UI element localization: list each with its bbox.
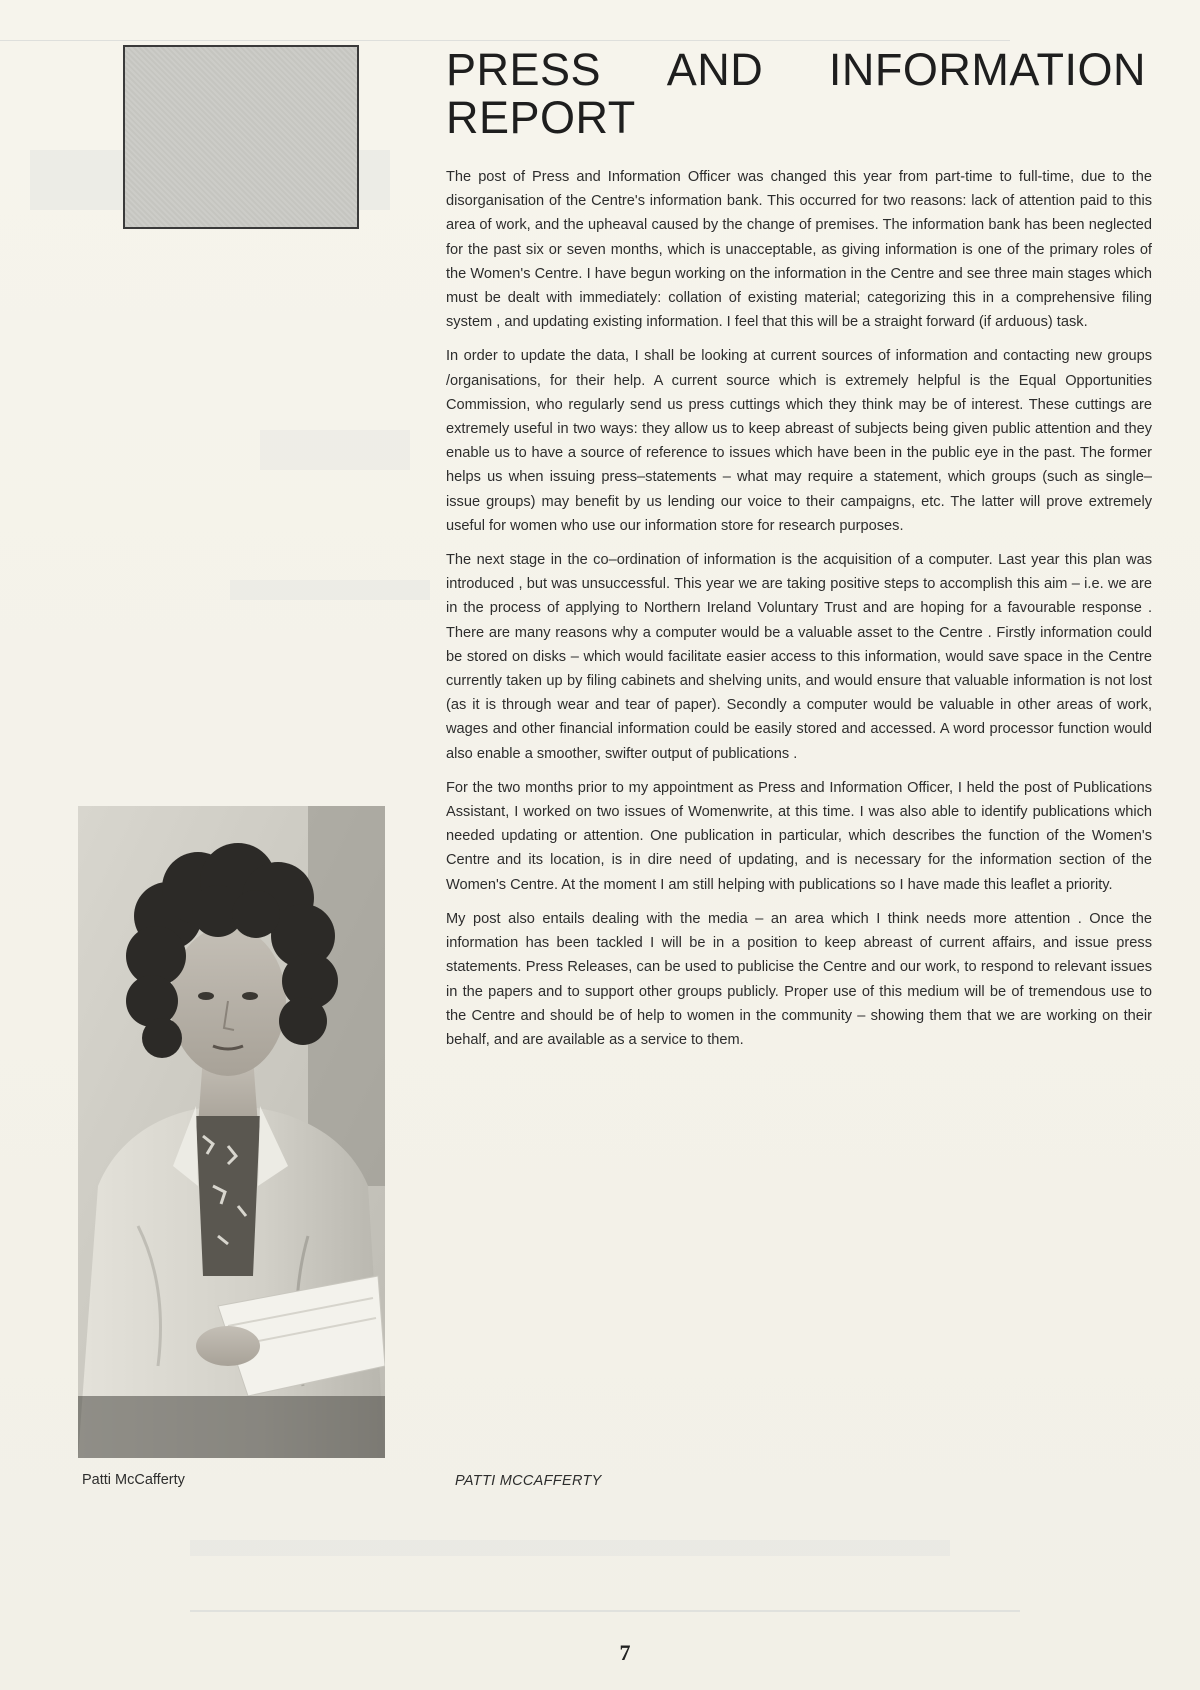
show-through-ghost — [230, 580, 430, 600]
author-signature: PATTI MCCAFFERTY — [455, 1473, 602, 1489]
photo-caption: Patti McCafferty — [82, 1472, 185, 1488]
title-word: INFORMATION — [828, 44, 1146, 95]
title-line-2: REPORT — [446, 92, 636, 143]
show-through-ghost — [190, 1540, 950, 1556]
article-body — [446, 165, 1152, 1062]
title-word: PRESS — [446, 44, 602, 95]
page-number: 7 — [619, 1640, 631, 1665]
show-through-ghost — [190, 1610, 1020, 1612]
title-line-1 — [446, 46, 1146, 94]
title-word: AND — [666, 44, 764, 95]
portrait-illustration — [78, 806, 385, 1458]
paragraph: The post of Press and Information Officer was changed this year from part-time to full-time, due to the disorganisation of the Centre's information bank. This occurred for two reasons: lack of attention paid to this area of work, and the upheaval caused by the change of premises. The information bank has been neglected for the past six or seven months, which is unacceptable, as giving information is one of the primary roles of the Women's Centre. I have begun working on the information in the Centre and see three main stages which must be dealt with immediately: collation of existing material; categorizing this in a comprehensive filing system , and updating existing information. I feel that this will be a straight forward (if arduous) task. — [446, 169, 1152, 331]
frame-line — [0, 40, 1010, 41]
page-title — [446, 46, 1146, 142]
portrait-photo — [78, 806, 385, 1458]
paragraph: For the two months prior to my appointment as Press and Information Officer, I held the post of Publications Assistant, I worked on two issues of Womenwrite, at this time. I was also able to identify publications which needed updating or attention. One publication in particular, which describes the function of the Women's Centre and its location, is in dire need of updating, and is necessary for the information section of the Women's Centre. At the moment I am still helping with publications so I have made this leaflet a priority. — [446, 779, 1152, 893]
photo-placeholder — [123, 45, 359, 229]
paragraph: In order to update the data, I shall be looking at current sources of information and contacting new groups /organisations, for their help. A current source which is extremely helpful is the Equal Opportunities Commission, who regularly send us press cuttings which they think may be of interest. These cuttings are extremely useful in two ways: they allow us to keep abreast of subjects being given public attention and they enable us to have a source of reference to issues which have been in the public eye in the past. The former helps us when issuing press–statements – what may require a statement, which groups (such as single–issue groups) may benefit by us lending our voice to their campaigns, etc. The latter will prove extremely useful for women who use our information store for research purposes. — [446, 348, 1152, 534]
paragraph: The next stage in the co–ordination of information is the acquisition of a computer. Last year this plan was introduced , but was unsuccessful. This year we are taking positive steps to accomplish this aim – i.e. we are in the process of applying to Northern Ireland Voluntary Trust and are hoping for a favourable response . There are many reasons why a computer would be a valuable asset to the Centre . Firstly information could be stored on disks – which would facilitate easier access to this information, would save space in the Centre currently taken up by filing cabinets and shelving units, and would ensure that valuable information is not lost (as it is through wear and tear of paper). Secondly a computer would be valuable in other areas of work, wages and other financial information could be easily stored and accessed. A word processor function would also enable a smoother, swifter output of publications . — [446, 552, 1152, 762]
show-through-ghost — [260, 430, 410, 470]
paragraph: My post also entails dealing with the media – an area which I think needs more attention . Once the information has been tackled I will be in a position to keep abreast of current affairs, and issue press statements. Press Releases, can be used to publicise the Centre and our work, to respond to relevant issues in the papers and to support other groups publicly. Proper use of this medium will be of tremendous use to the Centre and should be of help to women in the community – showing them that we are working on their behalf, and are available as a service to them. — [446, 910, 1152, 1048]
